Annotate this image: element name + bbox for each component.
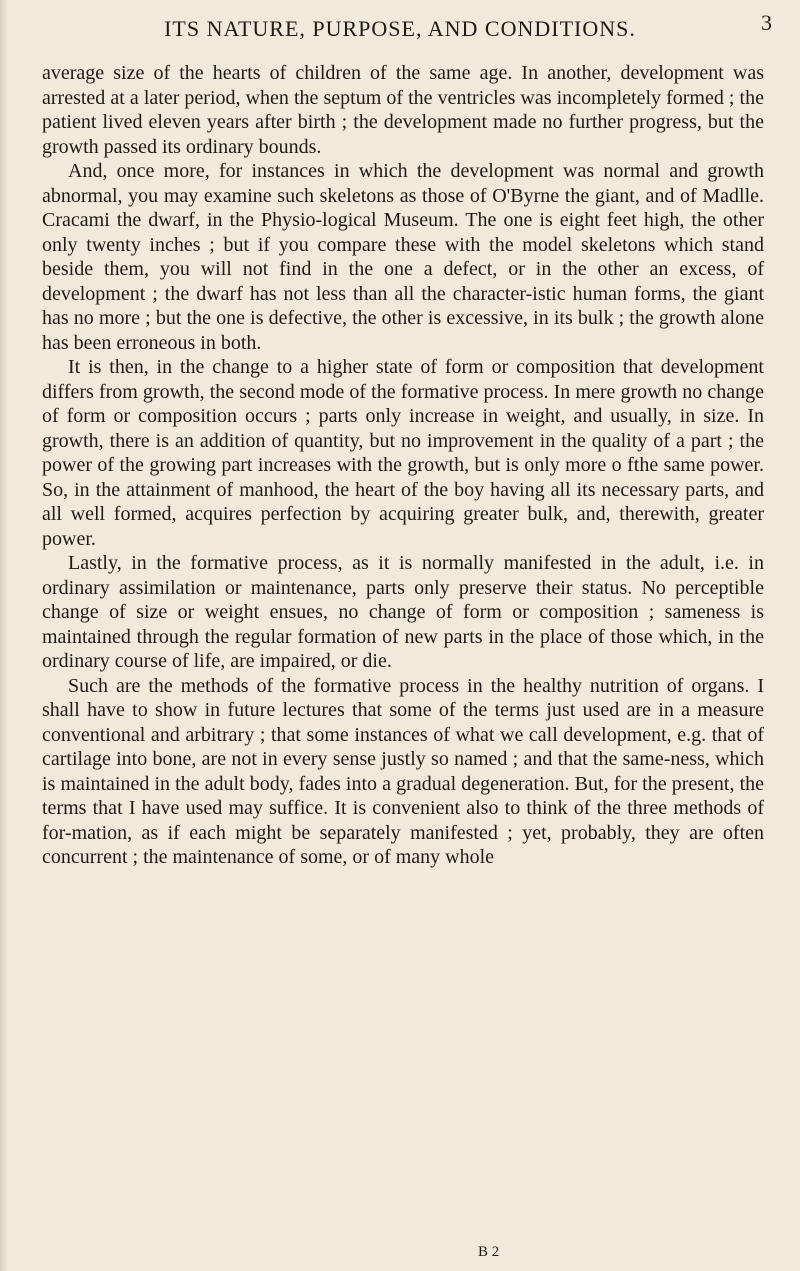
signature-mark: B 2 — [478, 1244, 500, 1260]
paragraph-1: average size of the hearts of children of the same age. In another, development was arrested at a later period, when the septum of the ventricles was incompletely formed ; the patient lived eleven years after birth ; the development made no further progress, but the growth passed its ordinary bounds. — [42, 62, 764, 158]
paragraph-4: Lastly, in the formative process, as it is normally manifested in the adult, i.e. in ordinary assimilation or maintenance, parts only preserve their status. No perceptible change of size or weight ensues, no change of form or composition ; sameness is maintained through the regular formation of new parts in the place of those which, in the ordinary course of life, are impaired, or die. — [42, 552, 764, 672]
page-header — [0, 10, 800, 40]
running-head: ITS NATURE, PURPOSE, AND CONDITIONS. — [164, 16, 636, 41]
body-text — [42, 61, 764, 870]
paragraph-2: And, once more, for instances in which the development was normal and growth abnormal, you may examine such skeletons as those of O'Byrne the giant, and of Madlle. Cracami the dwarf, in the Physio-logical Museum. The one is eight feet high, the other only twenty inches ; but if you compare these with the model skeletons which stand beside them, you will not find in the one a defect, or in the other an excess, of development ; the dwarf has not less than all the character-istic human forms, the giant has no more ; but the one is defective, the other is excessive, in its bulk ; the growth alone has been erroneous in both. — [42, 160, 764, 354]
page-edge — [0, 0, 8, 1271]
paragraph-5: Such are the methods of the formative process in the healthy nutrition of organs. I shall have to show in future lectures that some of the terms just used are in a measure conventional and arbitrary ; that some instances of what we call development, e.g. that of cartilage into bone, are not in every sense justly so named ; and that the same-ness, which is maintained in the adult body, fades into a gradual degeneration. But, for the present, the terms that I have used may suffice. It is convenient also to think of the three methods of for-mation, as if each might be separately manifested ; yet, probably, they are often concurrent ; the maintenance of some, or of many whole — [42, 674, 764, 868]
page-number: 3 — [761, 10, 772, 35]
paragraph-3: It is then, in the change to a higher state of form or composition that development differs from growth, the second mode of the formative process. In mere growth no change of form or composition occurs ; parts only increase in weight, and usually, in size. In growth, there is an addition of quantity, but no improvement in the quality of a part ; the power of the growing part increases with the growth, but is only more o fthe same power. So, in the attainment of manhood, the heart of the boy having all its necessary parts, and all well formed, acquires perfection by acquiring greater bulk, and, therewith, greater power. — [42, 356, 764, 550]
